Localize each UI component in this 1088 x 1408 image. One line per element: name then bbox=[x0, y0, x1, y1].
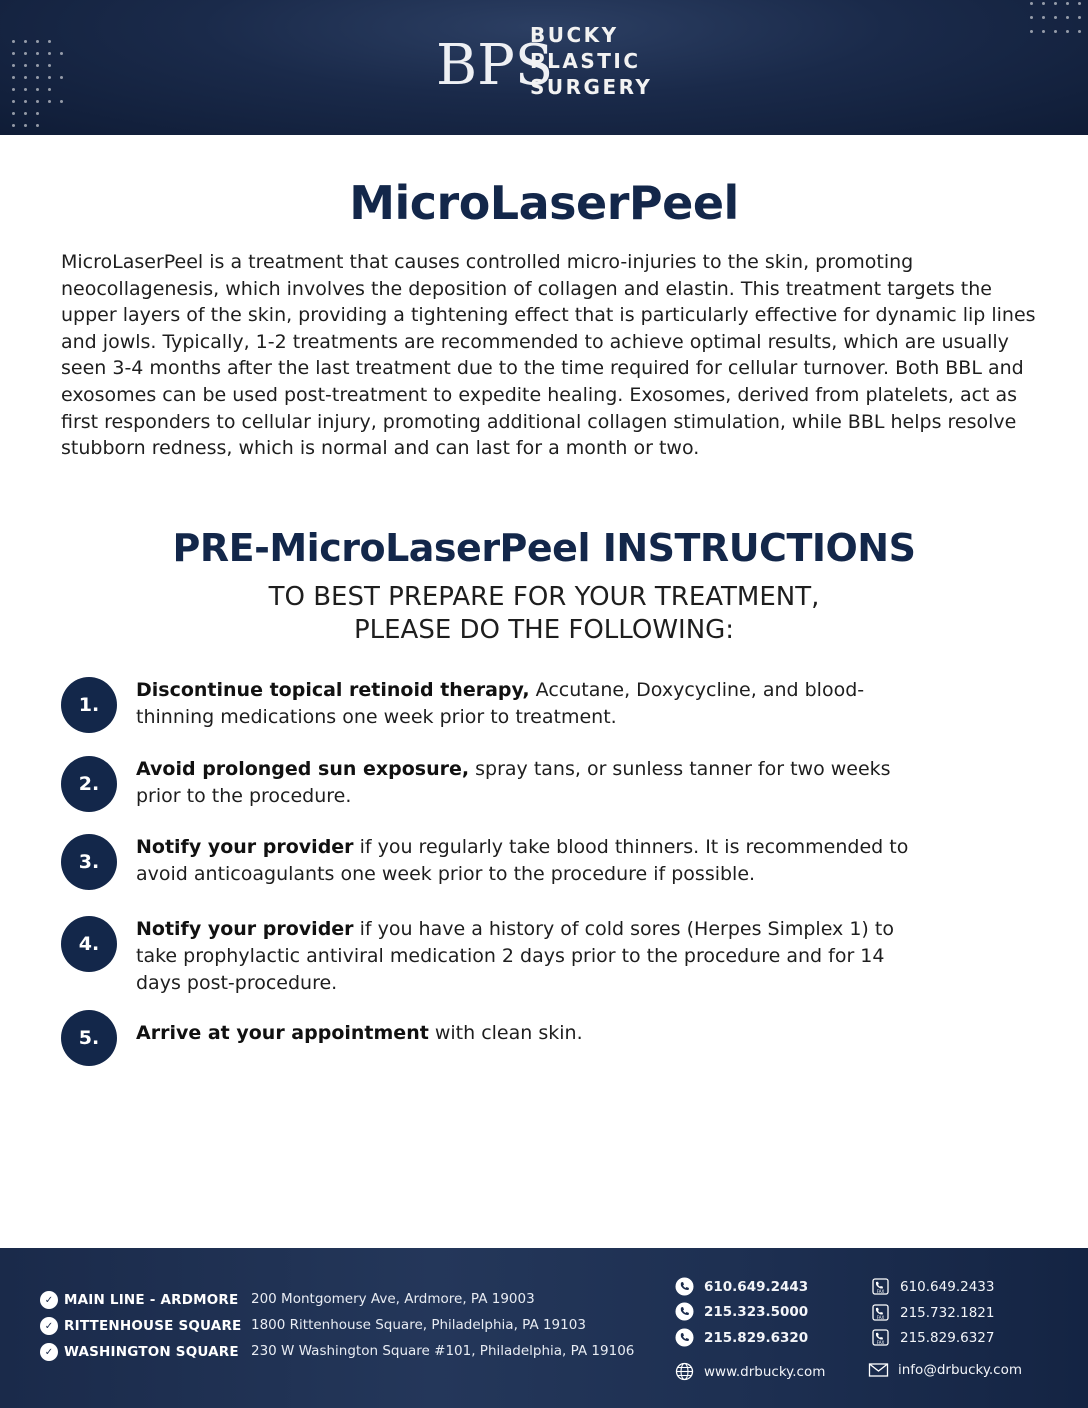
intro-paragraph: MicroLaserPeel is a treatment that causes controlled micro-injuries to the skin, promoting neocollagenesis, which involves the deposition of collagen and elastin. This treatment targets the upper layers of the skin, providing a tightening effect that is particularly effective for dynamic lip lines and jowls. Typically, 1-2 treatments are recommended to achieve optimal results, which are usually seen 3-4 months after the last treatment due to the time required for cellular turnover. Both BBL and exosomes can be used post-treatment to expedite healing. Exosomes, derived from platelets, act as first responders to cellular injury, promoting additional collagen stimulation, while BBL helps resolve stubborn redness, which is normal and can last for a month or two. bbox=[61, 251, 1036, 460]
phone-icon bbox=[675, 1277, 694, 1296]
step-number-badge: 3. bbox=[61, 834, 117, 890]
svg-text:FAX: FAX bbox=[876, 1340, 885, 1345]
fax-icon bbox=[871, 1277, 890, 1296]
website-value: www.drbucky.com bbox=[704, 1363, 826, 1380]
logo-line-2: PLASTIC bbox=[530, 49, 641, 73]
location-pin-icon: ✓ bbox=[40, 1291, 58, 1309]
email-value: info@drbucky.com bbox=[898, 1361, 1023, 1378]
instructions-subtitle-line-2: PLEASE DO THE FOLLOWING: bbox=[353, 615, 735, 645]
step-text bbox=[136, 834, 916, 888]
step-text bbox=[136, 677, 916, 731]
step-text bbox=[136, 1020, 916, 1047]
logo-wordmark bbox=[530, 22, 652, 100]
fax-value: 215.829.6327 bbox=[900, 1329, 995, 1346]
location-address: 1800 Rittenhouse Square, Philadelphia, PA 19103 bbox=[251, 1317, 586, 1333]
logo-line-3: SURGERY bbox=[530, 75, 653, 99]
location-item bbox=[40, 1342, 239, 1362]
decorative-dots-right bbox=[1030, 2, 1088, 42]
instructions-subtitle-line-1: TO BEST PREPARE FOR YOUR TREATMENT, bbox=[268, 582, 820, 612]
page-footer bbox=[0, 1248, 1088, 1408]
step-number-badge: 4. bbox=[61, 916, 117, 972]
phone-value: 215.323.5000 bbox=[704, 1303, 809, 1320]
fax-value: 610.649.2433 bbox=[900, 1278, 995, 1295]
fax-number bbox=[871, 1328, 994, 1347]
phone-number[interactable] bbox=[675, 1277, 808, 1296]
website-link[interactable] bbox=[675, 1362, 825, 1381]
step-number-badge: 2. bbox=[61, 756, 117, 812]
location-name: RITTENHOUSE SQUARE bbox=[64, 1318, 242, 1334]
location-address: 200 Montgomery Ave, Ardmore, PA 19003 bbox=[251, 1291, 535, 1307]
page-title: MicroLaserPeel bbox=[349, 176, 739, 230]
step-bold-text: Notify your provider bbox=[136, 836, 354, 858]
step-number-badge: 5. bbox=[61, 1010, 117, 1066]
fax-icon bbox=[871, 1328, 890, 1347]
location-pin-icon: ✓ bbox=[40, 1343, 58, 1361]
step-rest-text: if you have a history of cold sores (Herpes Simplex 1) to take prophylactic antiviral medication 2 days prior to the procedure and for 14 days post-procedure. bbox=[136, 918, 894, 994]
globe-icon bbox=[675, 1362, 694, 1381]
phone-value: 215.829.6320 bbox=[704, 1329, 809, 1346]
fax-icon bbox=[871, 1303, 890, 1322]
step-text bbox=[136, 916, 916, 997]
svg-text:FAX: FAX bbox=[876, 1315, 885, 1320]
fax-number bbox=[871, 1303, 994, 1322]
phone-number[interactable] bbox=[675, 1328, 808, 1347]
location-address: 230 W Washington Square #101, Philadelphia, PA 19106 bbox=[251, 1343, 635, 1359]
phone-value: 610.649.2443 bbox=[704, 1278, 809, 1295]
fax-value: 215.732.1821 bbox=[900, 1304, 995, 1321]
phone-icon bbox=[675, 1302, 694, 1321]
location-pin-icon: ✓ bbox=[40, 1317, 58, 1335]
location-item bbox=[40, 1316, 241, 1336]
phone-number[interactable] bbox=[675, 1302, 808, 1321]
location-name: MAIN LINE - ARDMORE bbox=[64, 1292, 239, 1308]
step-bold-text: Notify your provider bbox=[136, 918, 354, 940]
step-bold-text: Discontinue topical retinoid therapy, bbox=[136, 679, 530, 701]
location-name: WASHINGTON SQUARE bbox=[64, 1344, 239, 1360]
fax-number bbox=[871, 1277, 994, 1296]
step-number-badge: 1. bbox=[61, 677, 117, 733]
phone-icon bbox=[675, 1328, 694, 1347]
instructions-title: PRE-MicroLaserPeel INSTRUCTIONS bbox=[172, 526, 916, 570]
logo-monogram-text: BPS bbox=[436, 33, 554, 98]
envelope-icon bbox=[869, 1360, 888, 1379]
page-header bbox=[0, 0, 1088, 135]
decorative-dots-left bbox=[12, 40, 72, 130]
step-text bbox=[136, 756, 916, 810]
step-rest-text: Accutane, Doxycycline, and blood-thinning medications one week prior to treatment. bbox=[136, 679, 865, 728]
svg-text:FAX: FAX bbox=[876, 1289, 885, 1294]
step-bold-text: Arrive at your appointment bbox=[136, 1022, 429, 1044]
step-rest-text: if you regularly take blood thinners. It is recommended to avoid anticoagulants one week prior to the procedure if possible. bbox=[136, 836, 909, 885]
logo-line-1: BUCKY bbox=[530, 23, 619, 47]
step-rest-text: with clean skin. bbox=[428, 1022, 583, 1044]
step-bold-text: Avoid prolonged sun exposure, bbox=[136, 758, 470, 780]
email-link[interactable] bbox=[869, 1360, 1022, 1379]
step-rest-text: spray tans, or sunless tanner for two weeks prior to the procedure. bbox=[136, 758, 891, 807]
location-item bbox=[40, 1290, 238, 1310]
bps-monogram-logo bbox=[436, 22, 554, 122]
